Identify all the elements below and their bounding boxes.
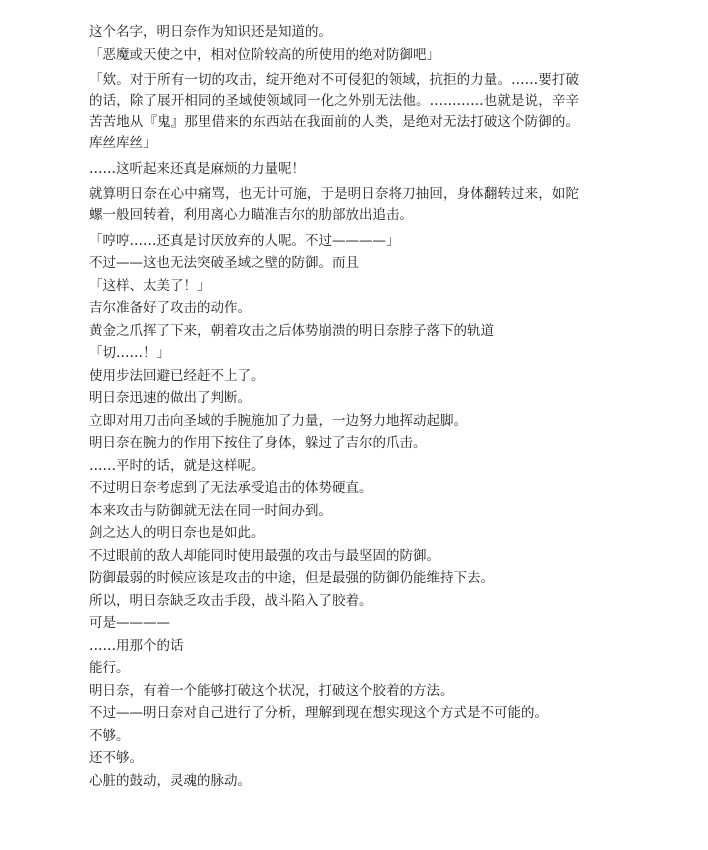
paragraph: 「这样、太美了！」 xyxy=(89,277,211,294)
paragraph: ……这听起来还真是麻烦的力量呢！ xyxy=(89,160,305,177)
paragraph: 吉尔准备好了攻击的动作。 xyxy=(89,300,251,316)
paragraph: 这个名字，明日奈作为知识还是知道的。 xyxy=(89,24,332,40)
paragraph: 明日奈迅速的做出了判断。 xyxy=(89,390,251,406)
paragraph: 防御最弱的时候应该是攻击的中途，但是最强的防御仍能维持下去。 xyxy=(89,570,494,586)
paragraph: 就算明日奈在心中痛骂，也无计可施，于是明日奈将刀抽回，身体翻转过来，如陀螺一般回转着，利用离心力瞄准吉尔的肋部放出追击。 xyxy=(89,185,579,223)
paragraph: 剑之达人的明日奈也是如此。 xyxy=(89,525,265,541)
paragraph: 不过——明日奈对自己进行了分析，理解到现在想实现这个方式是不可能的。 xyxy=(89,705,548,721)
paragraph: ……平时的话，就是这样呢。 xyxy=(89,457,265,474)
paragraph: 心脏的鼓动，灵魂的脉动。 xyxy=(89,772,251,789)
paragraph: 不过眼前的敌人却能同时使用最强的攻击与最坚固的防御。 xyxy=(89,547,440,564)
paragraph: 「欸。对于所有一切的攻击，绽开绝对不可侵犯的领域，抗拒的力量。……要打破的话，除了展开相同的圣域使领域同一化之外别无法他。…………也就是说，辛辛苦苦地从『鬼』那里借来的东西站在我面前的人类，是绝对无法打破这个防御的。库丝库丝」 xyxy=(89,71,579,151)
paragraph: ……用那个的话 xyxy=(89,637,184,654)
document-page xyxy=(89,22,579,793)
paragraph: 不过明日奈考虑到了无法承受追击的体势硬直。 xyxy=(89,480,373,496)
paragraph: 黄金之爪挥了下来，朝着攻击之后体势崩溃的明日奈脖子落下的轨道 xyxy=(89,322,494,339)
paragraph: 还不够。 xyxy=(89,750,143,766)
paragraph: 使用步法回避已经赶不上了。 xyxy=(89,367,265,384)
paragraph: 立即对用刀击向圣域的手腕施加了力量，一边努力地挥动起脚。 xyxy=(89,412,467,429)
paragraph: 本来攻击与防御就无法在同一时间办到。 xyxy=(89,502,332,519)
paragraph: 可是———— xyxy=(89,615,170,631)
paragraph: 不够。 xyxy=(89,727,130,744)
paragraph: 能行。 xyxy=(89,660,130,676)
paragraph: 所以，明日奈缺乏攻击手段，战斗陷入了胶着。 xyxy=(89,592,373,609)
paragraph: 「切……！」 xyxy=(89,345,170,361)
paragraph: 「恶魔或天使之中，相对位阶较高的所使用的绝对防御吧」 xyxy=(89,46,440,63)
paragraph: 不过——这也无法突破圣域之壁的防御。而且 xyxy=(89,255,359,271)
paragraph: 明日奈在腕力的作用下按住了身体，躲过了吉尔的爪击。 xyxy=(89,435,427,451)
paragraph: 明日奈，有着一个能够打破这个状况，打破这个胶着的方法。 xyxy=(89,682,454,699)
paragraph: 「哼哼……还真是讨厌放弃的人呢。不过————」 xyxy=(89,232,400,249)
